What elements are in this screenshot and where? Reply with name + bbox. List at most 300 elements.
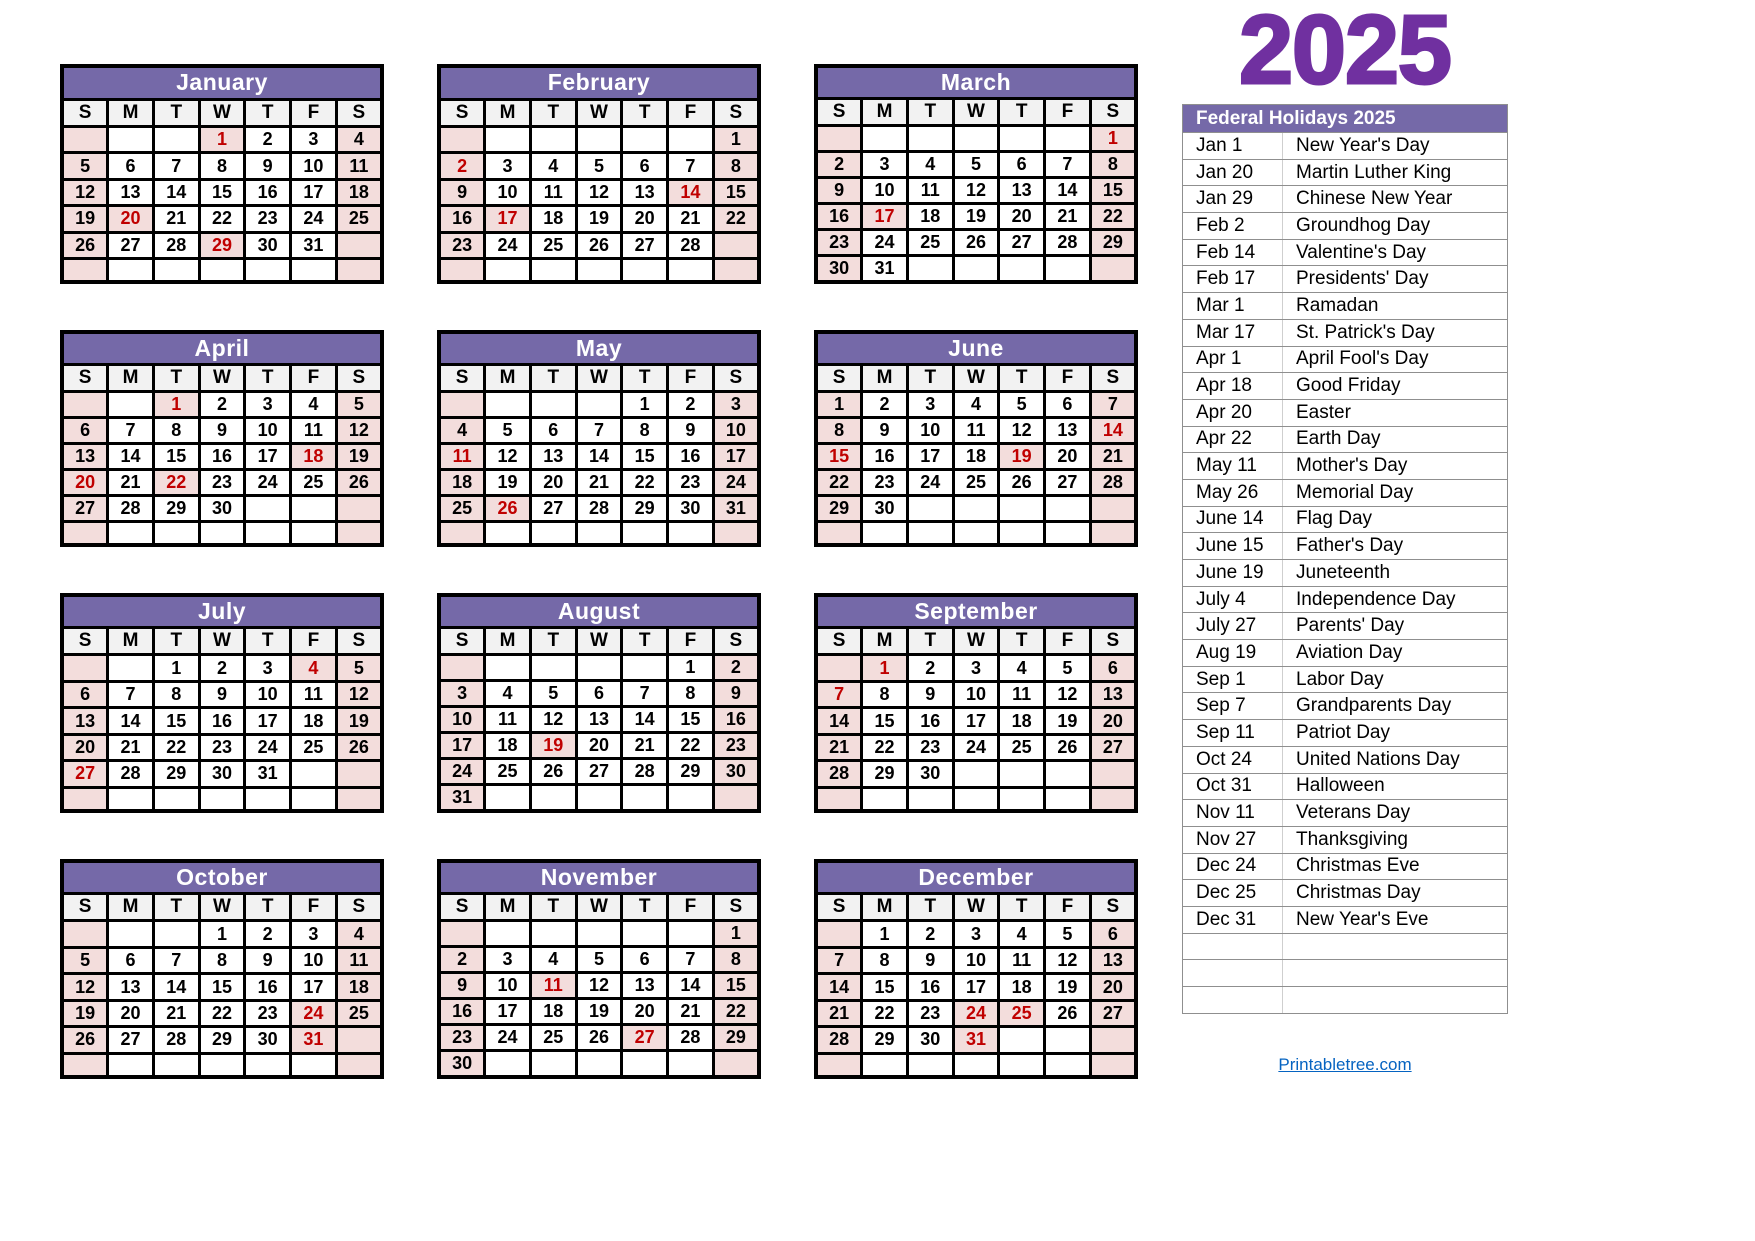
day-cell: 12: [62, 974, 108, 1000]
day-cell: 9: [245, 947, 291, 973]
weekday-header: S: [713, 365, 759, 392]
week-row: [62, 470, 382, 496]
day-cell: 6: [622, 153, 668, 179]
day-cell: [245, 787, 291, 810]
day-cell: 26: [530, 758, 576, 784]
weekday-header: T: [999, 628, 1045, 655]
day-cell: 4: [953, 392, 999, 418]
holiday-name: Christmas Eve: [1283, 853, 1508, 880]
day-cell: [668, 1050, 714, 1077]
weekday-header: T: [530, 893, 576, 920]
day-cell: 27: [999, 230, 1045, 256]
day-cell: 15: [862, 708, 908, 734]
week-row: [62, 232, 382, 258]
week-row: [816, 1000, 1136, 1026]
day-cell: 18: [530, 998, 576, 1024]
holiday-date: Mar 17: [1183, 319, 1283, 346]
week-row: [439, 946, 759, 972]
day-cell: [153, 921, 199, 947]
day-cell: [530, 920, 576, 946]
weekday-header: T: [530, 365, 576, 392]
day-cell: 3: [439, 680, 485, 706]
day-cell: 8: [862, 681, 908, 707]
holiday-name: Juneteenth: [1283, 560, 1508, 587]
holiday-name: April Fool's Day: [1283, 346, 1508, 373]
week-row: [439, 920, 759, 946]
day-cell: 14: [1090, 418, 1136, 444]
day-cell: 3: [713, 392, 759, 418]
day-cell: 18: [439, 470, 485, 496]
day-cell: 17: [245, 708, 291, 734]
day-cell: 29: [862, 761, 908, 787]
day-cell: 18: [336, 974, 382, 1000]
day-cell: 13: [62, 444, 108, 470]
holiday-date: Apr 20: [1183, 399, 1283, 426]
day-cell: 15: [622, 444, 668, 470]
day-cell: 10: [439, 706, 485, 732]
day-cell: 3: [953, 921, 999, 947]
day-cell: 7: [816, 947, 862, 973]
day-cell: [862, 522, 908, 545]
weekday-header-row: [439, 365, 759, 392]
weekday-header: W: [199, 99, 245, 126]
day-cell: 20: [108, 206, 154, 232]
weekday-header: T: [245, 99, 291, 126]
day-cell: 27: [576, 758, 622, 784]
day-cell: 14: [108, 708, 154, 734]
day-cell: 21: [816, 734, 862, 760]
day-cell: [953, 761, 999, 787]
day-cell: 2: [862, 392, 908, 418]
day-cell: [862, 1053, 908, 1076]
week-row: [816, 204, 1136, 230]
weekday-header: F: [1045, 365, 1091, 392]
holiday-date: Apr 1: [1183, 346, 1283, 373]
day-cell: 26: [62, 232, 108, 258]
day-cell: 10: [953, 947, 999, 973]
day-cell: [245, 259, 291, 282]
day-cell: 11: [485, 706, 531, 732]
day-cell: [153, 1053, 199, 1076]
day-cell: 13: [108, 974, 154, 1000]
week-row: [439, 522, 759, 545]
day-cell: 21: [1090, 444, 1136, 470]
weekday-header-row: [439, 99, 759, 126]
weekday-header: M: [485, 627, 531, 654]
weekday-header: M: [485, 893, 531, 920]
weekday-header: W: [953, 628, 999, 655]
holiday-date: July 4: [1183, 586, 1283, 613]
day-cell: 6: [62, 418, 108, 444]
day-cell: [999, 787, 1045, 810]
holiday-row: [1183, 853, 1508, 880]
day-cell: 7: [153, 947, 199, 973]
holiday-date: June 15: [1183, 533, 1283, 560]
week-row: [62, 126, 382, 152]
weekday-header: W: [199, 628, 245, 655]
holiday-panel-title: Federal Holidays 2025: [1183, 105, 1508, 133]
day-cell: 25: [530, 1024, 576, 1050]
day-cell: 1: [816, 392, 862, 418]
day-cell: 25: [291, 470, 337, 496]
day-cell: 28: [576, 496, 622, 522]
day-cell: 5: [336, 655, 382, 681]
weekday-header: F: [291, 894, 337, 921]
week-row: [439, 259, 759, 282]
month-calendar-february: [437, 64, 761, 284]
day-cell: [485, 920, 531, 946]
day-cell: 30: [245, 1027, 291, 1053]
day-cell: 3: [485, 946, 531, 972]
day-cell: 8: [1090, 152, 1136, 178]
holiday-name: Presidents' Day: [1283, 266, 1508, 293]
day-cell: 24: [245, 734, 291, 760]
weekday-header: M: [108, 628, 154, 655]
week-row: [816, 470, 1136, 496]
month-calendar-december: [814, 859, 1138, 1079]
day-cell: 13: [108, 179, 154, 205]
day-cell: [530, 522, 576, 545]
day-cell: [907, 787, 953, 810]
holiday-date: Dec 25: [1183, 880, 1283, 907]
day-cell: 4: [439, 418, 485, 444]
day-cell: 19: [1045, 708, 1091, 734]
day-cell: 11: [999, 681, 1045, 707]
day-cell: [153, 787, 199, 810]
holiday-date: Feb 17: [1183, 266, 1283, 293]
day-cell: [622, 654, 668, 680]
week-row: [816, 178, 1136, 204]
day-cell: 1: [668, 654, 714, 680]
day-cell: [1045, 496, 1091, 522]
holiday-name: Valentine's Day: [1283, 239, 1508, 266]
day-cell: [816, 1053, 862, 1076]
day-cell: 9: [816, 178, 862, 204]
day-cell: 28: [153, 1027, 199, 1053]
holiday-date: Jan 29: [1183, 186, 1283, 213]
day-cell: 23: [668, 470, 714, 496]
day-cell: 4: [999, 921, 1045, 947]
day-cell: [291, 761, 337, 787]
day-cell: 20: [62, 470, 108, 496]
day-cell: [62, 921, 108, 947]
day-cell: 27: [622, 232, 668, 258]
holiday-date: Dec 31: [1183, 906, 1283, 933]
holiday-name: Independence Day: [1283, 586, 1508, 613]
week-row: [62, 153, 382, 179]
day-cell: [485, 654, 531, 680]
day-cell: 10: [291, 153, 337, 179]
holiday-name: Christmas Day: [1283, 880, 1508, 907]
day-cell: 28: [108, 496, 154, 522]
day-cell: [530, 784, 576, 811]
day-cell: 12: [576, 972, 622, 998]
week-row: [62, 496, 382, 522]
weekday-header: S: [816, 99, 862, 126]
weekday-header: S: [62, 894, 108, 921]
holiday-date: Aug 19: [1183, 640, 1283, 667]
day-cell: 12: [999, 418, 1045, 444]
day-cell: 15: [713, 179, 759, 205]
day-cell: 5: [1045, 655, 1091, 681]
holiday-date: Feb 14: [1183, 239, 1283, 266]
holiday-row: [1183, 159, 1508, 186]
day-cell: 20: [108, 1000, 154, 1026]
day-cell: [622, 920, 668, 946]
month-title-row: [62, 332, 382, 365]
week-row: [62, 921, 382, 947]
day-cell: 25: [291, 734, 337, 760]
day-cell: 1: [713, 920, 759, 946]
day-cell: 17: [485, 998, 531, 1024]
weekday-header: S: [336, 99, 382, 126]
day-cell: 28: [1045, 230, 1091, 256]
day-cell: 4: [336, 126, 382, 152]
day-cell: 16: [439, 206, 485, 232]
day-cell: [953, 256, 999, 283]
week-row: [816, 126, 1136, 152]
day-cell: 14: [622, 706, 668, 732]
day-cell: [62, 1053, 108, 1076]
day-cell: [953, 496, 999, 522]
weekday-header: T: [245, 628, 291, 655]
week-row: [62, 708, 382, 734]
day-cell: 24: [245, 470, 291, 496]
month-title: December: [816, 861, 1136, 894]
holiday-rows: [1183, 133, 1508, 1014]
day-cell: 2: [245, 126, 291, 152]
holiday-empty-row: [1183, 933, 1508, 960]
day-cell: [336, 259, 382, 282]
holiday-row: [1183, 293, 1508, 320]
weekday-header: F: [668, 627, 714, 654]
day-cell: [485, 392, 531, 418]
week-row: [439, 680, 759, 706]
holiday-row: [1183, 239, 1508, 266]
day-cell: [576, 259, 622, 282]
holiday-empty-row: [1183, 960, 1508, 987]
day-cell: 6: [576, 680, 622, 706]
day-cell: 11: [291, 418, 337, 444]
holiday-row: [1183, 906, 1508, 933]
day-cell: 1: [199, 921, 245, 947]
week-row: [816, 921, 1136, 947]
weekday-header-row: [62, 99, 382, 126]
weekday-header: S: [336, 894, 382, 921]
week-row: [816, 496, 1136, 522]
holiday-date: Dec 24: [1183, 853, 1283, 880]
holiday-date: June 19: [1183, 560, 1283, 587]
day-cell: 11: [291, 681, 337, 707]
day-cell: 13: [1045, 418, 1091, 444]
week-row: [439, 418, 759, 444]
day-cell: [291, 496, 337, 522]
weekday-header: T: [907, 365, 953, 392]
day-cell: 4: [530, 153, 576, 179]
day-cell: [108, 921, 154, 947]
day-cell: 8: [668, 680, 714, 706]
holiday-name: Ramadan: [1283, 293, 1508, 320]
day-cell: 5: [336, 392, 382, 418]
day-cell: 18: [953, 444, 999, 470]
weekday-header-row: [62, 365, 382, 392]
week-row: [439, 1024, 759, 1050]
week-row: [816, 230, 1136, 256]
day-cell: 21: [668, 998, 714, 1024]
day-cell: [336, 1027, 382, 1053]
day-cell: [816, 126, 862, 152]
day-cell: 10: [485, 179, 531, 205]
day-cell: [622, 784, 668, 811]
day-cell: [999, 1027, 1045, 1053]
holiday-row: [1183, 213, 1508, 240]
day-cell: 9: [907, 681, 953, 707]
day-cell: 15: [816, 444, 862, 470]
holiday-name: Good Friday: [1283, 373, 1508, 400]
day-cell: 15: [153, 444, 199, 470]
week-row: [62, 392, 382, 418]
day-cell: 15: [1090, 178, 1136, 204]
day-cell: 16: [862, 444, 908, 470]
day-cell: 17: [485, 206, 531, 232]
holiday-name: New Year's Day: [1283, 133, 1508, 160]
day-cell: 11: [530, 179, 576, 205]
weekday-header: F: [668, 99, 714, 126]
weekday-header: T: [622, 99, 668, 126]
day-cell: 3: [907, 392, 953, 418]
month-calendar-may: [437, 330, 761, 547]
day-cell: 20: [1090, 974, 1136, 1000]
holiday-row: [1183, 399, 1508, 426]
holiday-name: Aviation Day: [1283, 640, 1508, 667]
weekday-header: M: [862, 894, 908, 921]
day-cell: 30: [862, 496, 908, 522]
day-cell: 6: [62, 681, 108, 707]
day-cell: [1090, 1027, 1136, 1053]
weekday-header: T: [153, 894, 199, 921]
day-cell: 12: [953, 178, 999, 204]
day-cell: [1045, 1053, 1091, 1076]
day-cell: 19: [336, 444, 382, 470]
holiday-name: St. Patrick's Day: [1283, 319, 1508, 346]
day-cell: 6: [622, 946, 668, 972]
day-cell: [336, 496, 382, 522]
day-cell: [862, 787, 908, 810]
day-cell: [953, 522, 999, 545]
day-cell: [999, 126, 1045, 152]
day-cell: [485, 259, 531, 282]
day-cell: 15: [199, 179, 245, 205]
week-row: [439, 179, 759, 205]
day-cell: [336, 232, 382, 258]
holiday-row: [1183, 506, 1508, 533]
day-cell: [953, 1053, 999, 1076]
weekday-header: W: [953, 365, 999, 392]
holiday-name: Patriot Day: [1283, 720, 1508, 747]
day-cell: [713, 784, 759, 811]
day-cell: [668, 126, 714, 152]
day-cell: 16: [907, 974, 953, 1000]
weekday-header: M: [108, 365, 154, 392]
day-cell: 10: [907, 418, 953, 444]
week-row: [62, 655, 382, 681]
day-cell: 22: [668, 732, 714, 758]
holiday-date-empty: [1183, 960, 1283, 987]
month-title-row: [62, 861, 382, 894]
day-cell: 26: [1045, 1000, 1091, 1026]
day-cell: 23: [439, 232, 485, 258]
month-title-row: [816, 332, 1136, 365]
day-cell: 11: [336, 153, 382, 179]
day-cell: [713, 232, 759, 258]
holiday-date: Apr 22: [1183, 426, 1283, 453]
day-cell: 22: [199, 1000, 245, 1026]
weekday-header: M: [108, 99, 154, 126]
day-cell: 11: [999, 947, 1045, 973]
day-cell: 16: [907, 708, 953, 734]
day-cell: [576, 392, 622, 418]
day-cell: 14: [153, 179, 199, 205]
week-row: [816, 708, 1136, 734]
day-cell: 19: [530, 732, 576, 758]
weekday-header: S: [1090, 99, 1136, 126]
day-cell: [108, 655, 154, 681]
day-cell: 25: [336, 206, 382, 232]
day-cell: 1: [1090, 126, 1136, 152]
day-cell: 1: [862, 655, 908, 681]
day-cell: 26: [1045, 734, 1091, 760]
week-row: [62, 787, 382, 810]
day-cell: 17: [439, 732, 485, 758]
month-calendar-march: [814, 64, 1138, 284]
week-row: [439, 444, 759, 470]
day-cell: 3: [291, 921, 337, 947]
day-cell: 26: [336, 734, 382, 760]
day-cell: 16: [245, 974, 291, 1000]
day-cell: [336, 522, 382, 545]
weekday-header: M: [862, 99, 908, 126]
day-cell: 8: [153, 681, 199, 707]
month-title: September: [816, 595, 1136, 628]
day-cell: 25: [907, 230, 953, 256]
week-row: [62, 1027, 382, 1053]
day-cell: 22: [1090, 204, 1136, 230]
weekday-header-row: [439, 893, 759, 920]
day-cell: 16: [713, 706, 759, 732]
day-cell: 5: [576, 946, 622, 972]
day-cell: 16: [245, 179, 291, 205]
day-cell: 16: [199, 708, 245, 734]
printabletree-link[interactable]: Printabletree.com: [1278, 1055, 1412, 1074]
day-cell: 30: [668, 496, 714, 522]
day-cell: 1: [862, 921, 908, 947]
day-cell: 8: [199, 153, 245, 179]
month-title: November: [439, 861, 759, 894]
day-cell: 9: [439, 179, 485, 205]
day-cell: 13: [622, 179, 668, 205]
day-cell: 13: [999, 178, 1045, 204]
day-cell: 9: [245, 153, 291, 179]
day-cell: 24: [953, 1000, 999, 1026]
week-row: [816, 734, 1136, 760]
day-cell: 27: [108, 1027, 154, 1053]
day-cell: [816, 522, 862, 545]
day-cell: 12: [1045, 947, 1091, 973]
day-cell: 6: [108, 153, 154, 179]
week-row: [439, 470, 759, 496]
day-cell: 18: [907, 204, 953, 230]
day-cell: [1045, 256, 1091, 283]
